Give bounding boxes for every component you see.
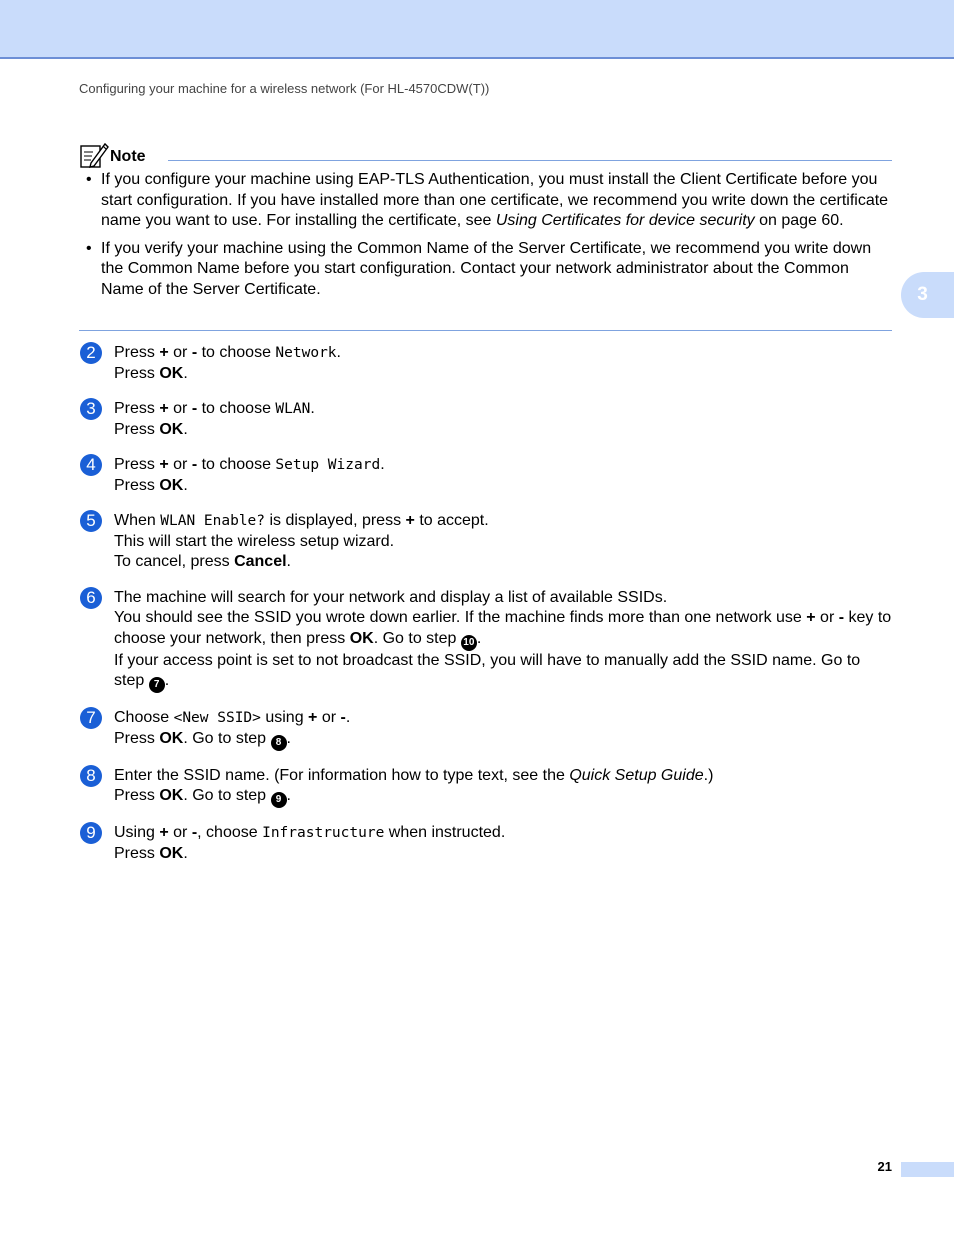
note-bottom-divider xyxy=(79,330,892,331)
menu-item: Infrastructure xyxy=(262,825,385,841)
note-item: • If you configure your machine using EAP-TLS Authentication, you must install the Client Certificate before you start configuration. If you have installed more than one certificate, we recommend you write down the certificate name you want to use. For installing the certificate, see Using Certificates for device security on page 60. xyxy=(79,170,892,232)
lcd-message: WLAN Enable? xyxy=(160,513,266,529)
note-divider xyxy=(168,160,892,161)
step-number: 3 xyxy=(80,398,102,420)
key-label: OK xyxy=(159,476,184,494)
key-label: OK xyxy=(159,844,184,862)
step-line: If your access point is set to not broadcast the SSID, you will have to manually add the SSID name. Go to step 7 . xyxy=(114,651,892,694)
step-2 xyxy=(79,343,892,384)
step-number: 5 xyxy=(80,510,102,532)
step-line: Press OK. xyxy=(114,476,188,494)
step-line: This will start the wireless setup wizard. xyxy=(114,532,395,550)
running-header: Configuring your machine for a wireless network (For HL-4570CDW(T)) xyxy=(79,81,490,96)
step-4 xyxy=(79,455,892,496)
step-number: 7 xyxy=(80,707,102,729)
chapter-tab: 3 xyxy=(901,272,954,318)
step-line: Press OK. Go to step 8 . xyxy=(114,729,892,751)
step-line: Press OK. xyxy=(114,364,188,382)
footer-color-band xyxy=(901,1162,954,1177)
key-label: OK xyxy=(349,629,374,647)
step-reference: 7 xyxy=(149,677,165,693)
key-label: OK xyxy=(159,729,184,747)
step-line: Press + or - to choose WLAN. xyxy=(114,400,315,417)
step-line: Press OK. xyxy=(114,420,188,438)
note-pencil-icon xyxy=(79,141,109,169)
step-number: 6 xyxy=(80,587,102,609)
step-number: 8 xyxy=(80,765,102,787)
key-label: OK xyxy=(159,420,184,438)
cross-reference: Using Certificates for device security xyxy=(495,212,755,229)
note-list xyxy=(79,170,892,307)
step-line: When WLAN Enable? is displayed, press + to accept. xyxy=(114,512,489,529)
step-line: Press + or - to choose Network. xyxy=(114,344,341,361)
step-reference: 10 xyxy=(461,635,477,651)
step-line: Enter the SSID name. (For information how to type text, see the Quick Setup Guide.) xyxy=(114,766,714,784)
step-line: You should see the SSID you wrote down earlier. If the machine finds more than one network use + or - key to choose your network, then press OK. Go to step 10 . xyxy=(114,608,892,651)
step-line: Choose <New SSID> using + or -. xyxy=(114,709,351,726)
step-9 xyxy=(79,823,892,864)
menu-item: WLAN xyxy=(275,401,311,417)
menu-item: Network xyxy=(275,345,337,361)
page-number: 21 xyxy=(877,1159,892,1174)
step-number: 4 xyxy=(80,454,102,476)
note-header xyxy=(79,141,892,169)
key-label: OK xyxy=(159,787,184,804)
step-line: Press OK. Go to step 9 . xyxy=(114,786,892,808)
step-7 xyxy=(79,708,892,751)
step-line: Using + or -, choose Infrastructure when instructed. xyxy=(114,824,506,841)
step-line: To cancel, press Cancel. xyxy=(114,553,291,570)
step-6 xyxy=(79,588,892,694)
cross-reference: Quick Setup Guide xyxy=(569,766,704,784)
menu-item: Setup Wizard xyxy=(275,457,381,473)
step-reference: 9 xyxy=(271,792,287,808)
key-label: OK xyxy=(159,364,184,382)
step-3 xyxy=(79,399,892,440)
note-item: • If you verify your machine using the Common Name of the Server Certificate, we recommend you write down the Common Name before you start configuration. Contact your network administrator about the Common Name of the Server Certificate. xyxy=(79,239,892,301)
step-line: Press + or - to choose Setup Wizard. xyxy=(114,456,385,473)
step-number: 9 xyxy=(80,822,102,844)
step-line: The machine will search for your network and display a list of available SSIDs. xyxy=(114,588,668,606)
step-5 xyxy=(79,511,892,573)
step-number: 2 xyxy=(80,342,102,364)
key-label: Cancel xyxy=(234,553,287,570)
step-reference: 8 xyxy=(271,735,287,751)
step-list xyxy=(79,343,892,879)
note-title: Note xyxy=(110,148,146,165)
top-color-band xyxy=(0,0,954,59)
menu-item: <New SSID> xyxy=(173,710,261,726)
step-line: Press OK. xyxy=(114,844,188,862)
step-8 xyxy=(79,766,892,809)
